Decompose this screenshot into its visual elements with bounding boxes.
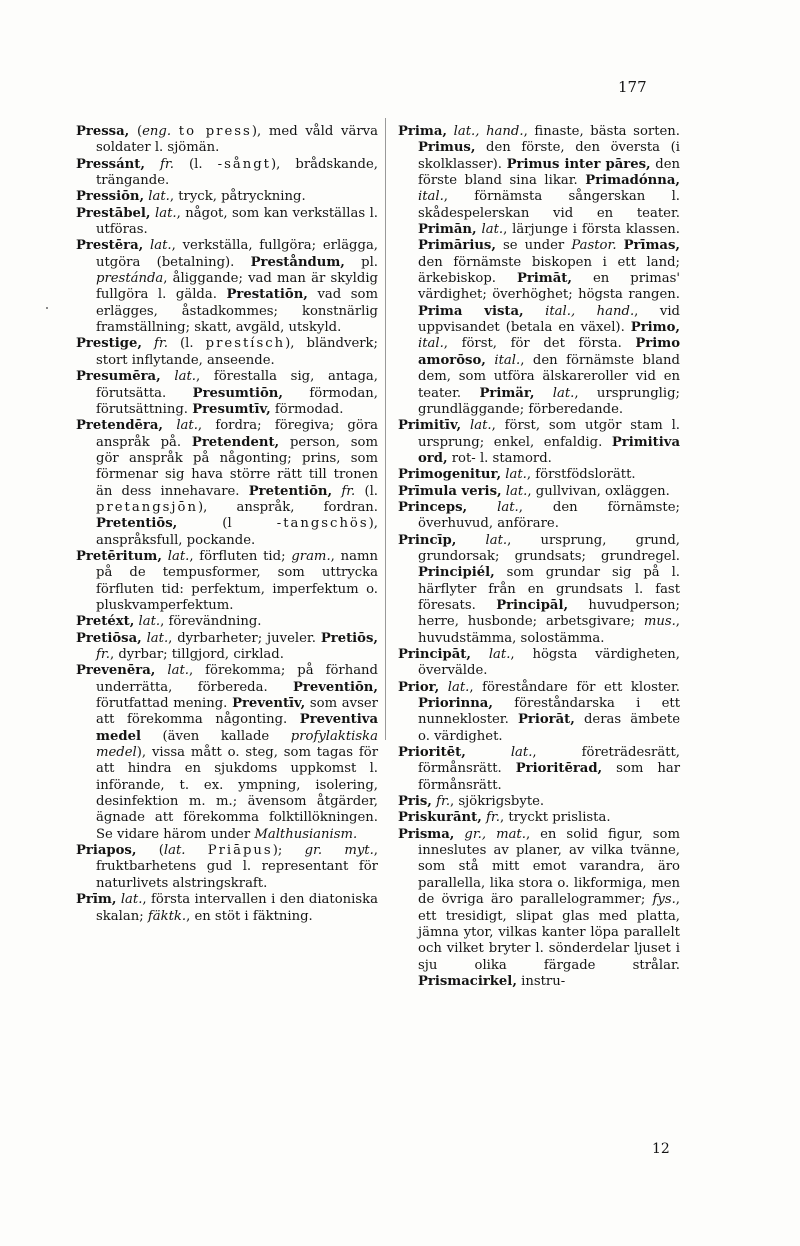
dictionary-entry (76, 336, 378, 369)
label-italic: lat. (552, 385, 575, 401)
definition-text: förmodad. (270, 401, 344, 417)
headword: Pretentiōs, (96, 516, 178, 532)
headword: Preståndum, (250, 254, 345, 270)
column-divider (385, 118, 386, 740)
dictionary-entry (76, 189, 378, 205)
label-italic: lat. (505, 467, 527, 483)
definition-text: , förekomma; på förhand underrätta, förbereda. (96, 663, 378, 695)
definition-text: , finaste, bästa sorten. (523, 124, 680, 139)
headword: Primitiva ord, (418, 434, 680, 466)
definition-text: , företrädesrätt, förmånsrätt. (418, 745, 680, 777)
dictionary-entry (398, 810, 680, 826)
definition-text (142, 336, 154, 351)
definition-text: ), anspråksfull, pockande. (96, 516, 378, 548)
headword: Pretēritum, (76, 548, 162, 564)
definition-text (447, 124, 454, 139)
headword: Prestēra, (76, 238, 144, 254)
dictionary-entry (76, 631, 378, 664)
definition-text: , ursprung, grund, grundorsak; grundsats; grundregel. (418, 532, 680, 564)
headword: Preventiōn, (293, 679, 378, 695)
headword: Primus, (418, 140, 476, 156)
definition-text: , fruktbarhetens gud l. representant för naturlivets alstringskraft. (96, 843, 378, 891)
label-italic: lat. (167, 663, 189, 679)
label-italic: lat. (497, 499, 519, 515)
headword: Pressiōn, (76, 189, 145, 205)
dictionary-entry (76, 206, 378, 239)
headword: Prima, (398, 124, 447, 139)
dictionary-entry (398, 484, 680, 500)
label-italic: lat. (120, 892, 143, 908)
label-italic: fys. (652, 892, 676, 908)
headword: Prioritērad, (515, 761, 603, 777)
label-italic: fr. (160, 156, 174, 172)
label-italic: Pastor. (571, 238, 617, 254)
definition-text: , dyrbar; tillgjord, cirklad. (109, 647, 284, 662)
dictionary-entry (398, 467, 680, 483)
dictionary-entry (398, 647, 680, 680)
headword: Presumtiōn, (192, 385, 283, 401)
definition-text: (l. (167, 336, 206, 352)
definition-text: , föreståndare för ett kloster. (469, 679, 680, 695)
label-italic: ital. (418, 189, 444, 205)
label-italic: lat. (146, 630, 169, 646)
label-italic: lat. (447, 679, 470, 695)
definition-text: , först, som utgör stam l. ursprung; enkel, enfaldig. (418, 418, 680, 450)
definition-text: ), med våld värva soldater l. sjömän. (96, 124, 378, 156)
dictionary-entry (76, 418, 378, 549)
definition-text: , tryckt prislista. (499, 810, 611, 826)
definition-text: föreståndarska i ett nunnekloster. (418, 696, 680, 728)
label-italic: lat. (163, 843, 186, 859)
headword: Princīp, (398, 532, 457, 548)
headword: Pretiōsa, (76, 630, 142, 646)
label-italic: prestánda (96, 271, 164, 287)
label-italic: fr. (341, 483, 356, 499)
definition-text (461, 418, 470, 433)
definition-text: deras ämbete o. värdighet. (418, 712, 680, 744)
dictionary-entry (398, 745, 680, 794)
definition-text: , ett tresidigt, slipat glas med platta, jämna ytor, vilkas kanter löpa parallelt och vilket bryter l. sönderdelar ljuset i sju olika färgade strålar. (418, 892, 680, 973)
definition-text: , namn på de tempusformer, som uttrycka förfluten tid: perfektum, imperfektum o. pluskvamperfektum. (96, 548, 378, 613)
dictionary-entry (76, 124, 378, 157)
headword: Prior, (398, 679, 440, 695)
definition-text: förutfattad mening. (96, 696, 233, 712)
definition-text (534, 386, 552, 401)
dictionary-entry (76, 238, 378, 336)
headword: Presumtīv, (192, 401, 271, 417)
definition-text: vad som erlägges, åstadkommes; konstnärlig framställning; skatt, avgäld, utskyld. (96, 287, 378, 336)
definition-text: , fordra; föregiva; göra anspråk på. (96, 418, 378, 450)
label-italic: lat. (150, 238, 172, 254)
pronunciation: -tangschös (276, 516, 369, 532)
definition-text: , en stöt i fäktning. (186, 908, 313, 924)
label-italic: lat. (481, 222, 504, 238)
definition-text: person, som gör anspråk på någonting; prins, som förmenar sig hava större rätt till tronen än dess innehavare. (96, 434, 378, 499)
definition-text: , den förnämste; överhuvud, anförare. (418, 499, 680, 532)
definition-text: , något, som kan verkställas l. utföras. (96, 205, 378, 238)
definition-text: , en solid figur, som inneslutes av planer, av vilka tvänne, som stå mitt emot varandra, äro parallella, lika stora o. likformiga, men de övriga äro parallelogrammer; (418, 826, 680, 908)
headword: Pris, (398, 794, 432, 810)
label-italic: profylaktiska medel (96, 728, 378, 761)
dictionary-entry (398, 680, 680, 745)
definition-text: förmodan, förutsättning. (96, 385, 378, 417)
label-italic: fr. (96, 647, 110, 662)
dictionary-entry (76, 157, 378, 190)
headword: Priorāt, (517, 712, 575, 728)
definition-text: , dyrbarheter; juveler. (168, 630, 321, 646)
right-column (398, 124, 680, 990)
headword: Prismacirkel, (418, 973, 517, 989)
headword: Priapos, (76, 843, 137, 859)
definition-text: ), vissa mått o. steg, som tagas för att hindra en sjukdoms uppkomst l. införande, t. ex. ympning, isolering, desinfektion m. m.; ävensom åtgärder, ägnade att förekomma folktillökningen. Se vidare härom under (96, 745, 378, 842)
definition-text (332, 484, 341, 499)
label-italic: fr. (486, 810, 500, 826)
headword: Primārius, (418, 238, 496, 254)
headword: Preventiva medel (96, 712, 378, 744)
sheet-number: 12 (652, 1141, 670, 1157)
definition-text (439, 680, 448, 695)
definition-text (143, 238, 150, 253)
headword: Principāt, (398, 647, 471, 662)
definition-text (524, 304, 546, 319)
page-number: 177 (618, 78, 647, 96)
definition-text: , första intervallen i den diatoniska skalan; (96, 892, 378, 924)
definition-text: (l. (173, 156, 218, 172)
definition-text: en primas' värdighet; överhöghet; högsta rangen. (418, 271, 680, 303)
definition-text (161, 369, 175, 384)
definition-text: , först, för det första. (443, 336, 636, 352)
headword: Pretéxt, (76, 614, 135, 630)
definition-text (171, 124, 179, 139)
definition-text: som har förmånsrätt. (418, 761, 681, 793)
headword: Prevenēra, (76, 663, 156, 679)
definition-text: den förste bland sina likar. (418, 156, 680, 189)
headword: Primāt, (516, 271, 572, 287)
headword: Primo, (630, 320, 680, 336)
definition-text: ( (136, 843, 164, 859)
definition-text: den förste, den översta (i skolklasser). (418, 140, 680, 172)
definition-text: , huvudstämma, solostämma. (418, 614, 680, 646)
definition-text (454, 827, 464, 842)
dictionary-entry (398, 533, 680, 647)
definition-text: huvudperson; herre, husbonde; arbetsgivare; (418, 597, 680, 630)
pronunciation: -sångt (217, 156, 271, 172)
label-italic: gram. (291, 548, 331, 564)
dictionary-entry (398, 418, 680, 467)
definition-text: , förstfödslorätt. (526, 467, 636, 483)
pronunciation: pretangsjōn (96, 499, 198, 515)
headword: Prestābel, (76, 205, 151, 221)
dictionary-entry (398, 827, 680, 990)
label-italic: lat., hand. (453, 124, 524, 139)
definition-text: , sjökrigsbyte. (450, 794, 545, 810)
definition-text: , förevändning. (160, 614, 262, 630)
dictionary-entry (76, 892, 378, 925)
label-italic: lat. (155, 205, 177, 221)
dictionary-entry (76, 663, 378, 843)
definition-text (617, 238, 624, 253)
definition-text: , gullvivan, oxläggen. (527, 483, 670, 499)
definition-text (145, 157, 160, 172)
headword: Primān, (418, 222, 477, 238)
label-italic: fr. (436, 794, 451, 810)
definition-text: den förnämste biskopen i ett land; ärkebiskop. (418, 254, 680, 287)
headword: Prīm, (76, 892, 117, 908)
headword: Pretendent, (191, 434, 280, 450)
definition-text: rot- l. stamord. (447, 450, 552, 466)
definition-text: pl. (344, 254, 379, 270)
label-italic: mus. (643, 614, 676, 630)
dictionary-entry (398, 794, 680, 810)
label-italic: eng. (142, 124, 172, 139)
headword: Primadónna, (585, 173, 680, 189)
pronunciation: to press (178, 124, 252, 139)
definition-text: , åliggande; vad man är skyldig fullgöra l. gälda. (96, 271, 378, 303)
headword: Principāl, (496, 597, 569, 613)
headword: Pretendēra, (76, 418, 164, 434)
label-italic: ital. (418, 336, 444, 352)
definition-text (456, 533, 485, 548)
dictionary-entry (398, 124, 680, 418)
definition-text: (l (177, 516, 277, 532)
label-italic: lat. (174, 369, 196, 385)
definition-text (471, 647, 489, 662)
definition-text (163, 418, 176, 433)
definition-text: se under (495, 238, 572, 254)
headword: Prestatiōn, (226, 287, 308, 303)
definition-text: , förestalla sig, antaga, förutsätta. (96, 369, 378, 401)
dictionary-entry (76, 614, 378, 630)
label-italic: lat. (176, 418, 198, 434)
headword: Pretentiōn, (248, 483, 333, 499)
definition-text: , tryck, påtryckning. (169, 189, 306, 205)
label-italic: lat. (488, 647, 511, 662)
label-italic: lat. (138, 614, 161, 630)
definition-text: , verkställa, fullgöra; erlägga, utgöra (betalning). (96, 238, 378, 270)
definition-text: , ursprunglig; grundläggande; förberedande. (418, 385, 680, 417)
definition-text: ), anspråk, fordran. (197, 499, 378, 515)
headword: Preventīv, (232, 696, 306, 712)
definition-text: som avser att förekomma någonting. (96, 696, 378, 728)
headword: Presumēra, (76, 369, 161, 385)
label-italic: ital. (494, 352, 521, 368)
scan-speck (46, 307, 48, 309)
headword: Pressa, (76, 124, 130, 139)
headword: Prioritēt, (398, 745, 466, 761)
headword: Primo amorōso, (418, 336, 680, 368)
left-column (76, 124, 378, 925)
label-italic: lat. (505, 483, 528, 499)
definition-text: , högsta värdigheten, övervälde. (418, 647, 680, 679)
label-italic: lat. (485, 532, 508, 548)
dictionary-entry (398, 500, 680, 533)
headword: Priskurānt, (398, 810, 482, 826)
headword: Prima vista, (418, 303, 524, 319)
headword: Principiél, (418, 565, 495, 581)
headword: Prestige, (76, 336, 142, 352)
definition-text (467, 500, 497, 515)
label-italic: Malthusianism. (254, 826, 358, 842)
headword: Prīmas, (623, 238, 680, 254)
pronunciation: prestísch (205, 336, 286, 352)
definition-text: , lärjunge i första klassen. (503, 222, 680, 238)
headword: Prisma, (398, 826, 455, 842)
headword: Princeps, (398, 499, 468, 515)
definition-text: (l. (355, 483, 378, 499)
label-italic: ital., hand. (545, 303, 635, 319)
definition-text: ( (129, 124, 143, 139)
definition-text: som grundar sig på l. härflyter från en grundsats l. fast föresats. (418, 565, 680, 613)
dictionary-entry (76, 369, 378, 418)
pronunciation: Priāpus (207, 843, 273, 859)
definition-text (185, 843, 207, 858)
headword: Primär, (479, 385, 535, 401)
label-italic: fr. (154, 336, 168, 352)
label-italic: lat. (510, 745, 533, 761)
definition-text: ), brådskande, trängande. (96, 156, 378, 189)
headword: Priorinna, (418, 696, 493, 712)
dictionary-entry (76, 843, 378, 892)
label-italic: lat. (167, 548, 190, 564)
definition-text (466, 745, 511, 760)
definition-text: ); (272, 843, 305, 859)
definition-text: (även kallade (140, 728, 291, 744)
headword: Pressánt, (76, 156, 145, 172)
dictionary-entry (76, 549, 378, 614)
headword: Primitīv, (398, 418, 462, 434)
label-italic: gr., mat. (464, 826, 526, 842)
definition-text: instru- (516, 973, 566, 989)
label-italic: gr. myt. (304, 843, 374, 859)
label-italic: fäktk. (147, 908, 187, 924)
headword: Prīmula veris, (398, 483, 502, 499)
headword: Primus inter pāres, (506, 156, 651, 172)
definition-text: , förnämsta sångerskan l. skådespelerskan vid en teater. (418, 189, 680, 221)
label-italic: lat. (470, 418, 492, 434)
definition-text: ), bländverk; stort inflytande, anseende. (96, 336, 378, 368)
definition-text: , förfluten tid; (189, 548, 292, 564)
label-italic: lat. (148, 189, 170, 205)
definition-text: , vid uppvisandet (betala en växel). (418, 303, 680, 336)
definition-text (155, 663, 167, 678)
definition-text: , den förnämste bland dem, som utföra älskareroller vid en teater. (418, 352, 680, 401)
headword: Pretiōs, (320, 630, 378, 646)
headword: Primogenitur, (398, 467, 502, 483)
